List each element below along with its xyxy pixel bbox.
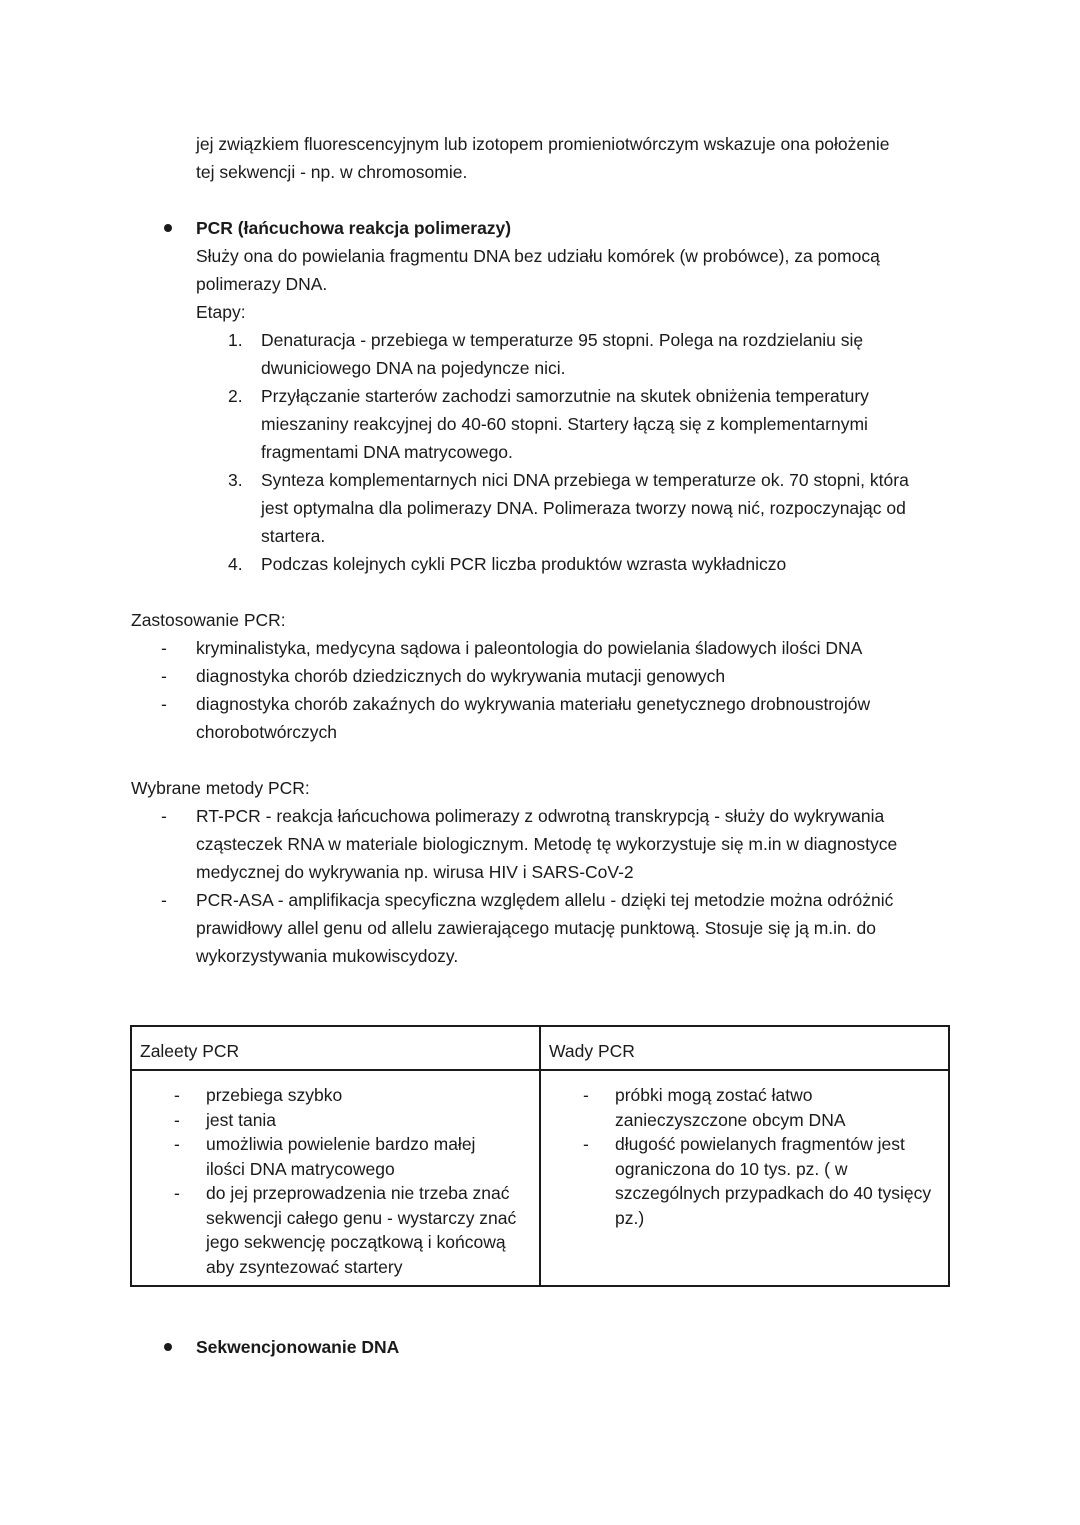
pcr-step — [196, 382, 956, 466]
stages-label: Etapy: — [196, 302, 246, 322]
list-item-line: aby zsyntezować startery — [206, 1256, 403, 1277]
bullet-dot-icon — [164, 1343, 172, 1351]
pcr-step — [196, 550, 956, 578]
table-header-row — [131, 1026, 949, 1070]
step-line: dwuniciowego DNA na pojedyncze nici. — [261, 358, 566, 378]
pcr-uses-section — [131, 606, 931, 746]
pcr-steps-list — [196, 326, 956, 578]
list-item-line: jego sekwencję początkową i końcową — [206, 1232, 506, 1252]
pros-cons-table — [130, 1025, 950, 1287]
pcr-step — [196, 466, 956, 550]
list-item-line: ilości DNA matrycowego — [206, 1158, 395, 1179]
list-item-line: umożliwia powielenie bardzo małej — [206, 1134, 476, 1154]
list-item-line: diagnostyka chorób zakaźnych do wykrywania materiału genetycznego drobnoustrojów — [196, 694, 871, 714]
dash-marker: - — [161, 666, 167, 686]
step-number: 3. — [228, 470, 243, 490]
list-item-line: próbki mogą zostać łatwo — [615, 1085, 813, 1105]
list-item-line: prawidłowy allel genu od allelu zawierającego mutację punktową. Stosuje się ją m.in. do — [196, 918, 876, 938]
list-item-line: PCR-ASA - amplifikacja specyficzna względem allelu - dzięki tej metodzie można odróżnić — [196, 890, 894, 910]
list-item-line: długość powielanych fragmentów jest — [615, 1134, 905, 1154]
list-item-line: przebiega szybko — [206, 1085, 343, 1105]
pcr-title: PCR (łańcuchowa reakcja polimerazy) — [196, 218, 512, 238]
step-line: Przyłączanie starterów zachodzi samorzutnie na skutek obniżenia temperatury — [261, 386, 869, 406]
list-item-line: RT-PCR - reakcja łańcuchowa polimerazy z odwrotną transkrypcją - służy do wykrywania — [196, 806, 885, 826]
list-item — [131, 886, 941, 970]
list-item-line: kryminalistyka, medycyna sądowa i paleontologia do powielania śladowych ilości DNA — [196, 638, 863, 658]
cons-cell — [540, 1070, 949, 1286]
dash-marker: - — [583, 1085, 589, 1105]
methods-heading: Wybrane metody PCR: — [131, 778, 310, 798]
list-item-line: sekwencji całego genu - wystarczy znać — [206, 1207, 517, 1228]
dash-marker: - — [583, 1134, 589, 1154]
list-item — [132, 1083, 539, 1108]
list-item-line: medycznej do wykrywania np. wirusa HIV i SARS-CoV-2 — [196, 862, 634, 882]
cons-list — [541, 1083, 948, 1230]
step-line: mieszaniny reakcyjnej do 40-60 stopni. Startery łączą się z komplementarnymi — [261, 414, 868, 434]
dash-marker: - — [161, 694, 167, 714]
pros-list — [132, 1083, 539, 1279]
list-item-line: do jej przeprowadzenia nie trzeba znać — [206, 1183, 510, 1203]
pcr-methods-section — [131, 774, 941, 970]
continuation-paragraph — [196, 130, 956, 186]
dash-marker: - — [174, 1183, 180, 1203]
uses-heading: Zastosowanie PCR: — [131, 610, 286, 630]
list-item — [131, 634, 931, 662]
list-item-line: cząsteczek RNA w materiale biologicznym. Metodę tę wykorzystuje się m.in w diagnostyce — [196, 834, 898, 854]
list-item-line: jest tania — [206, 1109, 277, 1130]
continuation-line: tej sekwencji - np. w chromosomie. — [196, 162, 468, 182]
step-line: Synteza komplementarnych nici DNA przebiega w temperaturze ok. 70 stopni, która — [261, 470, 909, 490]
cons-header: Wady PCR — [540, 1026, 949, 1070]
step-line: startera. — [261, 526, 326, 546]
step-line: fragmentami DNA matrycowego. — [261, 442, 513, 462]
step-line: Denaturacja - przebiega w temperaturze 95 stopni. Polega na rozdzielaniu się — [261, 330, 864, 350]
step-line: Podczas kolejnych cykli PCR liczba produktów wzrasta wykładniczo — [261, 554, 787, 574]
list-item — [132, 1108, 539, 1133]
list-item-line: szczególnych przypadkach do 40 tysięcy — [615, 1183, 932, 1203]
list-item — [131, 802, 941, 886]
list-item — [132, 1181, 539, 1279]
list-item — [132, 1132, 539, 1181]
list-item — [131, 690, 931, 746]
methods-list — [131, 802, 941, 970]
list-item — [541, 1132, 948, 1230]
table-row — [131, 1070, 949, 1286]
dash-marker: - — [174, 1109, 180, 1130]
list-item — [131, 662, 931, 690]
list-item-line: pz.) — [615, 1207, 645, 1228]
list-item-line: diagnostyka chorób dziedzicznych do wykrywania mutacji genowych — [196, 666, 726, 686]
dash-marker: - — [161, 638, 167, 658]
pcr-intro-line: Służy ona do powielania fragmentu DNA bez udziału komórek (w probówce), za pomocą — [196, 246, 880, 266]
step-number: 1. — [228, 330, 243, 350]
dash-marker: - — [174, 1134, 180, 1154]
pros-header: Zaleety PCR — [131, 1026, 540, 1070]
sequencing-title: Sekwencjonowanie DNA — [196, 1337, 400, 1357]
pcr-section — [196, 214, 956, 578]
list-item-line: wykorzystywania mukowiscydozy. — [196, 946, 459, 966]
continuation-line: jej związkiem fluorescencyjnym lub izotopem promieniotwórczym wskazuje ona położenie — [196, 134, 890, 154]
pros-cell — [131, 1070, 540, 1286]
bullet-dot-icon — [164, 224, 172, 232]
list-item — [541, 1083, 948, 1132]
dash-marker: - — [174, 1085, 180, 1105]
step-number: 4. — [228, 554, 243, 574]
pcr-step — [196, 326, 956, 382]
list-item-line: ograniczona do 10 tys. pz. ( w — [615, 1158, 848, 1179]
pcr-intro-line: polimerazy DNA. — [196, 274, 328, 294]
step-line: jest optymalna dla polimerazy DNA. Polimeraza tworzy nową nić, rozpoczynając od — [261, 498, 906, 518]
step-number: 2. — [228, 386, 243, 406]
dash-marker: - — [161, 806, 167, 826]
list-item-line: chorobotwórczych — [196, 722, 338, 742]
dash-marker: - — [161, 890, 167, 910]
uses-list — [131, 634, 931, 746]
list-item-line: zanieczyszczone obcym DNA — [615, 1109, 846, 1130]
